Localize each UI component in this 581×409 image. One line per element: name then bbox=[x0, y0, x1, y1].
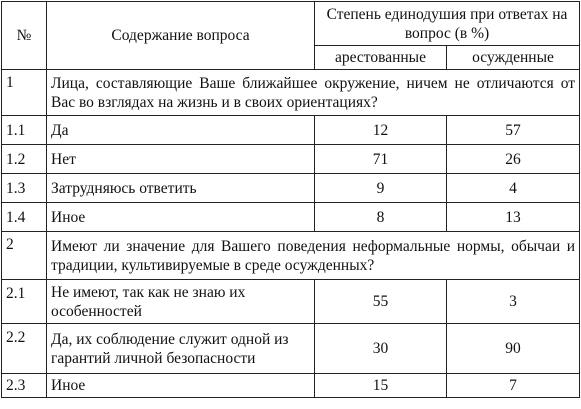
header-convicted: осужденные bbox=[447, 46, 580, 70]
answer-number: 2.1 bbox=[2, 280, 47, 324]
table-row bbox=[2, 280, 580, 324]
value-convicted: 7 bbox=[447, 374, 580, 398]
answer-text: Да bbox=[47, 116, 315, 145]
header-arrested: арестованные bbox=[315, 46, 447, 70]
answer-number: 1.3 bbox=[2, 174, 47, 203]
value-arrested: 12 bbox=[315, 116, 447, 145]
answer-text: Иное bbox=[47, 374, 315, 398]
value-convicted: 90 bbox=[447, 324, 580, 374]
table-header bbox=[2, 2, 580, 70]
question-text: Имеют ли значение для Вашего поведения неформальные нормы, обычаи и традиции, культивируемые в среде осужденных? bbox=[47, 232, 580, 280]
answer-text: Да, их соблюдение служит одной из гарантий личной безопасности bbox=[47, 324, 315, 374]
value-arrested: 71 bbox=[315, 145, 447, 174]
table-row bbox=[2, 116, 580, 145]
answer-text: Иное bbox=[47, 203, 315, 232]
question-row bbox=[2, 232, 580, 280]
table-row bbox=[2, 145, 580, 174]
value-convicted: 3 bbox=[447, 280, 580, 324]
answer-number: 2.2 bbox=[2, 324, 47, 374]
answer-number: 1.2 bbox=[2, 145, 47, 174]
answer-number: 1.1 bbox=[2, 116, 47, 145]
survey-table bbox=[1, 1, 580, 398]
header-consensus: Степень единодушия при ответах на вопрос (в %) bbox=[315, 2, 580, 46]
value-convicted: 26 bbox=[447, 145, 580, 174]
answer-text: Не имеют, так как не знаю их особенностей bbox=[47, 280, 315, 324]
header-number: № bbox=[2, 2, 47, 70]
answer-text: Затрудняюсь ответить bbox=[47, 174, 315, 203]
value-convicted: 4 bbox=[447, 174, 580, 203]
value-arrested: 15 bbox=[315, 374, 447, 398]
table-row bbox=[2, 203, 580, 232]
table-row bbox=[2, 374, 580, 398]
question-number: 2 bbox=[2, 232, 47, 280]
question-number: 1 bbox=[2, 70, 47, 116]
value-arrested: 30 bbox=[315, 324, 447, 374]
table-row bbox=[2, 174, 580, 203]
value-arrested: 55 bbox=[315, 280, 447, 324]
value-convicted: 13 bbox=[447, 203, 580, 232]
question-text: Лица, составляющие Ваше ближайшее окружение, ничем не отличаются от Вас во взглядах на жизнь и в своих ориентациях? bbox=[47, 70, 580, 116]
value-arrested: 9 bbox=[315, 174, 447, 203]
answer-text: Нет bbox=[47, 145, 315, 174]
answer-number: 2.3 bbox=[2, 374, 47, 398]
header-content: Содержание вопроса bbox=[47, 2, 315, 70]
value-convicted: 57 bbox=[447, 116, 580, 145]
answer-number: 1.4 bbox=[2, 203, 47, 232]
table-row bbox=[2, 324, 580, 374]
value-arrested: 8 bbox=[315, 203, 447, 232]
question-row bbox=[2, 70, 580, 116]
